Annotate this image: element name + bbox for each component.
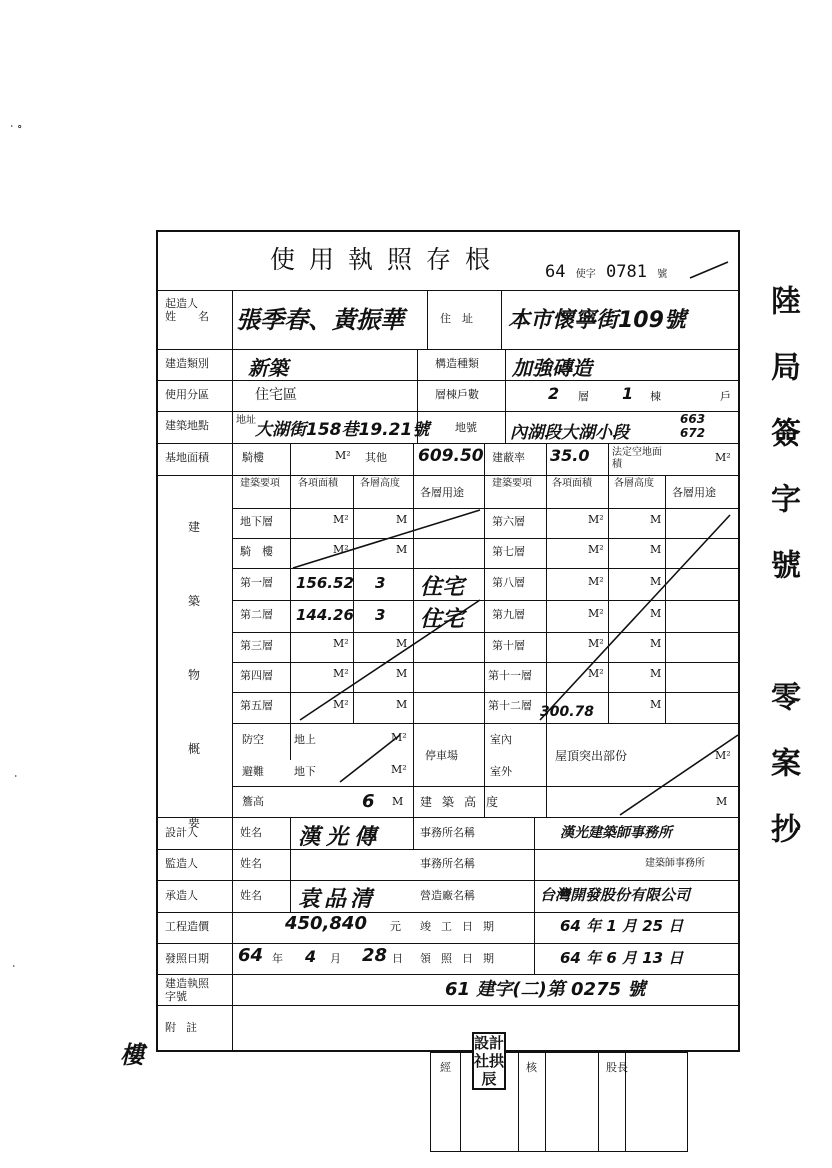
floor-row-arcade: 騎 樓	[240, 545, 273, 558]
designer-name: 漢光傳	[298, 825, 383, 850]
floor-row-10: 第十層	[492, 639, 525, 652]
site-lot-number: 663 672	[680, 412, 706, 440]
designer-office: 漢光建築師事務所	[560, 825, 672, 841]
contractor-firm: 台灣開發股份有限公司	[540, 886, 691, 904]
floor-1-height: 3	[375, 574, 386, 592]
zone-label: 使用分區	[165, 388, 209, 401]
floor-row-5: 第五層	[240, 699, 273, 712]
floor-row-4: 第四層	[240, 669, 273, 682]
building-summary-label: 建 築 物 概 要	[188, 520, 201, 830]
remarks-label: 附註	[165, 1021, 207, 1034]
coverage: 35.0	[550, 446, 590, 465]
total-floor-area: 300.78	[540, 704, 595, 720]
floor-1-use: 住宅	[420, 575, 465, 600]
floor-row-1: 第一層	[240, 576, 273, 589]
area-label: 基地面積	[165, 451, 209, 464]
issue-year: 64	[238, 945, 264, 966]
floors-label: 層棟戶數	[435, 388, 479, 401]
floors-count: 2	[548, 384, 560, 403]
floor-row-9: 第九層	[492, 608, 525, 621]
floor-row-b1: 地下層	[240, 515, 273, 528]
margin-handwriting: 樓	[120, 1041, 144, 1069]
floor-2-height: 3	[375, 606, 386, 624]
contractor-name: 袁品清	[298, 887, 377, 912]
designer-seal: 設計社拱辰	[474, 1034, 505, 1088]
builder-name: 張季春、黃振華	[236, 306, 404, 334]
site-lot: 內湖段大湖小段	[510, 423, 629, 443]
site-label: 建築地點	[165, 419, 209, 432]
form-title: 使用執照存根	[270, 245, 505, 274]
receive-date: 64 年 6 月 13 日	[560, 949, 684, 967]
permit-number: 61 建字(二)第 0275 號	[445, 979, 646, 1000]
floor-row-7: 第七層	[492, 545, 525, 558]
floor-row-3: 第三層	[240, 639, 273, 652]
complete-date: 64 年 1 月 25 日	[560, 917, 684, 935]
builder-address: 本市懷寧街109號	[508, 308, 686, 333]
builder-label: 起造人 姓 名	[165, 297, 209, 323]
floor-1-area: 156.52	[296, 574, 354, 592]
issue-day: 28	[362, 945, 388, 966]
site-address: 大湖街158巷19.21號	[255, 420, 430, 440]
struct-label: 構造種類	[435, 357, 479, 370]
floor-row-11: 第十一層	[488, 669, 532, 682]
floor-row-8: 第八層	[492, 576, 525, 589]
issue-month: 4	[305, 947, 317, 966]
floor-row-2: 第二層	[240, 608, 273, 621]
type-value: 新築	[248, 356, 288, 380]
cost-value: 450,840	[285, 913, 367, 934]
floor-row-12: 第十二層	[488, 699, 532, 712]
floor-2-use: 住宅	[420, 607, 465, 632]
floor-row-6: 第六層	[492, 515, 525, 528]
document-number: 64 使字 0781 號	[545, 262, 668, 282]
struct-value: 加強磚造	[512, 356, 592, 380]
type-label: 建造類別	[165, 357, 209, 370]
eaves-height: 6	[362, 791, 375, 812]
floor-2-area: 144.26	[296, 606, 354, 624]
other-area: 609.50	[418, 446, 484, 466]
permit-label: 建造執照 字號	[165, 977, 209, 1003]
side-stamp-text: 陸局簽字號 零案抄	[765, 285, 800, 879]
address-label: 住 址	[440, 312, 473, 325]
zone-value: 住宅區	[255, 387, 297, 403]
buildings-count: 1	[622, 384, 634, 403]
